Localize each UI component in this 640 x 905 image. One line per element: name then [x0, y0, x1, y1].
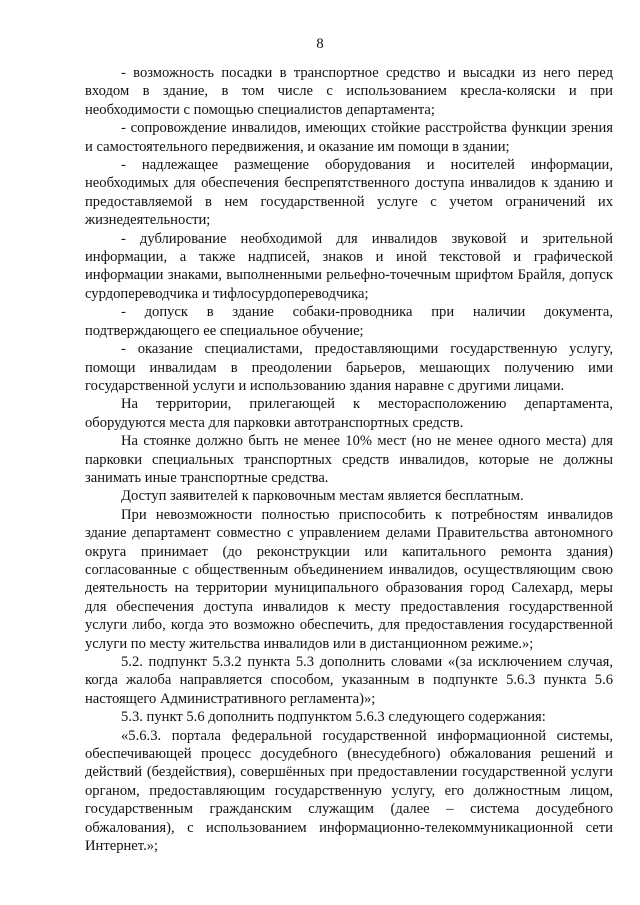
- paragraph-boarding-assistance: - возможность посадки в транспортное средство и высадки из него перед входом в здание, в том числе с использованием кресла-коляски и при необходимости с помощью специалистов департамента;: [85, 65, 613, 118]
- paragraph-parking-free: Доступ заявителей к парковочным местам является бесплатным.: [121, 488, 524, 505]
- paragraph-parking-quota: На стоянке должно быть не менее 10% мест (но не менее одного места) для парковки специальных транспортных средств инвалидов, которые не должны занимать иные транспортные средства.: [85, 433, 613, 486]
- page-number: 8: [316, 36, 324, 52]
- paragraph-escort-assistance: - сопровождение инвалидов, имеющих стойкие расстройства функции зрения и самостоятельного передвижения, и оказание им помощи в здании;: [85, 120, 613, 155]
- paragraph-subclause-5-6-3: «5.6.3. портала федеральной государственной информационной системы, обеспечивающей процесс досудебного (внесудебного) обжалования решений и действий (бездействия), совершённых при предоставлении государственной услуги органом, предоставляющим государственную услугу, его должностным лицом, государственным гражданским служащим (далее – система досудебного обжалования), с использованием информационно-телекоммуникационной сети Интернет.»;: [85, 727, 613, 855]
- paragraph-amendment-5-2: 5.2. подпункт 5.3.2 пункта 5.3 дополнить словами «(за исключением случая, когда жалоба направляется способом, указанным в подпункте 5.6.3 пункта 5.6 настоящего Административного регламента)»;: [85, 654, 613, 707]
- paragraph-parking-territory: На территории, прилегающей к месторасположению департамента, оборудуются места для парковки автотранспортных средств.: [85, 396, 613, 431]
- paragraph-specialist-help: - оказание специалистами, предоставляющими государственную услугу, помощи инвалидам в преодолении барьеров, мешающих получению ими государственной услуги и использованию здания наравне с другими лицами.: [85, 341, 613, 394]
- paragraph-guide-dog: - допуск в здание собаки-проводника при наличии документа, подтверждающего ее специальное обучение;: [85, 304, 613, 339]
- document-body: [85, 64, 613, 855]
- paragraph-information-duplication: - дублирование необходимой для инвалидов звуковой и зрительной информации, а также надписей, знаков и иной текстовой и графической информации знаками, выполненными рельефно-точечным шрифтом Брайля, допуск сурдопереводчика и тифлосурдопереводчика;: [85, 230, 613, 302]
- paragraph-equipment-placement: - надлежащее размещение оборудования и носителей информации, необходимых для обеспечения беспрепятственного доступа инвалидов к зданию и предоставляемой в нем государственной услуге с учетом ограничений их жизнедеятельности;: [85, 157, 613, 229]
- paragraph-amendment-5-3: 5.3. пункт 5.6 дополнить подпунктом 5.6.3 следующего содержания:: [121, 709, 546, 726]
- paragraph-accessibility-measures: При невозможности полностью приспособить к потребностям инвалидов здание департамент совместно с управлением делами Правительства автономного округа принимает (до реконструкции или капитального ремонта здания) согласованные с общественным объединением инвалидов, осуществляющим свою деятельность на территории муниципального образования город Салехард, меры для обеспечения доступа инвалидов к месту предоставления государственной услуги либо, когда это возможно обеспечить, для предоставления государственной услуги по месту жительства инвалидов или в дистанционном режиме.»;: [85, 506, 613, 652]
